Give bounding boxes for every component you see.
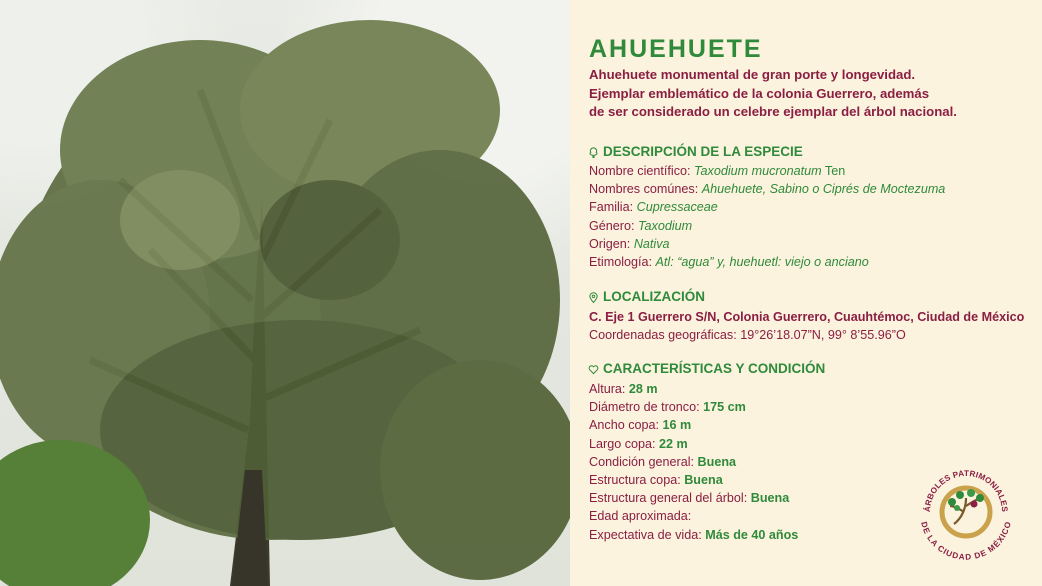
section-title: LOCALIZACIÓN bbox=[603, 289, 705, 304]
location-pin-icon bbox=[588, 292, 599, 303]
row-label: Largo copa: bbox=[589, 436, 660, 451]
info-row bbox=[589, 217, 945, 235]
row-value: Buena bbox=[750, 491, 790, 506]
row-label: Familia: bbox=[589, 200, 637, 215]
info-row bbox=[589, 235, 945, 253]
row-value: Taxodium mucronatum bbox=[694, 164, 822, 178]
row-label: Altura: bbox=[589, 382, 629, 396]
section-title: DESCRIPCIÓN DE LA ESPECIE bbox=[603, 144, 803, 159]
info-row bbox=[589, 526, 798, 544]
tree-icon bbox=[588, 147, 599, 158]
info-row bbox=[589, 471, 798, 489]
row-label: Género: bbox=[589, 218, 639, 233]
section-localizacion-heading bbox=[588, 288, 705, 306]
info-row bbox=[589, 453, 798, 471]
row-value: 19°26’18.07”N, 99° 8’55.96”O bbox=[740, 328, 906, 343]
intro-line: Ahuehuete monumental de gran porte y longevidad. bbox=[589, 67, 916, 82]
row-value: 175 cm bbox=[703, 400, 746, 415]
row-value: Buena bbox=[697, 454, 737, 469]
info-row bbox=[589, 380, 798, 398]
info-row bbox=[589, 489, 798, 507]
row-value: Más de 40 años bbox=[705, 527, 799, 542]
localizacion-list bbox=[589, 308, 1024, 344]
row-label: Origen: bbox=[589, 236, 634, 251]
section-title: CARACTERÍSTICAS Y CONDICIÓN bbox=[603, 361, 826, 376]
arboles-patrimoniales-logo bbox=[916, 462, 1016, 562]
row-value: 16 m bbox=[662, 418, 692, 433]
logo-top-text: ÁRBOLES PATRIMONIALES bbox=[922, 468, 1010, 513]
row-value: Ahuehuete, Sabino o Ciprés de Moctezuma bbox=[701, 182, 946, 197]
row-value: Taxodium bbox=[638, 218, 693, 233]
row-label: Coordenadas geográficas: bbox=[589, 328, 741, 343]
row-label: Etimología: bbox=[589, 255, 656, 270]
row-value: Cupressaceae bbox=[636, 200, 718, 215]
section-descripcion-heading bbox=[588, 143, 803, 161]
info-row bbox=[589, 253, 945, 271]
row-value: Buena bbox=[684, 473, 723, 488]
logo-bottom-text: DE LA CIUDAD DE MÉXICO bbox=[919, 520, 1013, 562]
row-value: 22 m bbox=[659, 436, 688, 451]
row-label: Condición general: bbox=[589, 454, 698, 469]
page-title: AHUEHUETE bbox=[589, 35, 763, 63]
row-label: Ancho copa: bbox=[589, 418, 663, 433]
info-row bbox=[589, 162, 945, 180]
section-caracteristicas-heading bbox=[588, 360, 825, 378]
intro-line: Ejemplar emblemático de la colonia Guerrero, además bbox=[589, 85, 930, 101]
row-value-suffix: Ten bbox=[821, 164, 846, 178]
row-value: Atl: “agua” y, huehuetl: viejo o anciano bbox=[655, 255, 869, 270]
row-value: 28 m bbox=[628, 382, 658, 396]
row-value: Nativa bbox=[633, 236, 670, 251]
intro-line: de ser considerado un celebre ejemplar del árbol nacional. bbox=[589, 104, 957, 119]
row-label: Expectativa de vida: bbox=[589, 527, 706, 542]
info-row bbox=[589, 180, 945, 198]
row-label: Edad aproximada: bbox=[589, 509, 692, 524]
info-row bbox=[589, 398, 798, 416]
info-row bbox=[589, 198, 945, 216]
info-row bbox=[589, 416, 798, 434]
descripcion-list bbox=[589, 162, 945, 271]
row-label: Estructura general del árbol: bbox=[589, 491, 751, 506]
row-label: Diámetro de tronco: bbox=[589, 400, 704, 415]
row-label: Nombres comúnes: bbox=[589, 182, 702, 197]
svg-text:DE LA CIUDAD DE MÉXICO bbox=[919, 520, 1013, 561]
intro-text bbox=[589, 66, 1029, 122]
row-label: Nombre científico: bbox=[589, 164, 694, 178]
caracteristicas-list bbox=[589, 380, 798, 544]
heart-icon bbox=[588, 364, 599, 375]
info-row bbox=[589, 435, 798, 453]
info-panel bbox=[570, 0, 1042, 586]
row-label: Estructura copa: bbox=[589, 473, 685, 488]
info-row bbox=[589, 507, 798, 525]
address: C. Eje 1 Guerrero S/N, Colonia Guerrero, Cuauhtémoc, Ciudad de México bbox=[589, 310, 1025, 324]
info-row bbox=[589, 326, 1024, 344]
